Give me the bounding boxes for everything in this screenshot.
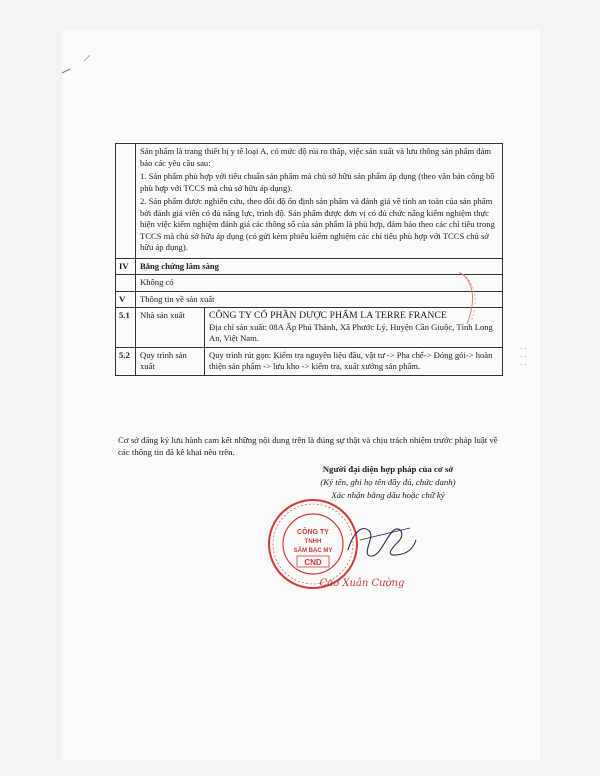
row-number: 5.2 <box>116 347 136 375</box>
requirement-2: 2. Sản phẩm được nghiên cứu, theo dõi độ ổn định sản phẩm và đánh giá về tính an toàn của sản phẩm bởi đánh giá viên có đủ năng lực, trình độ. Sản phẩm được đơn vị có đủ chức năng kiểm nghiệm thực hiện việc kiểm nghiệm đánh giá các thông số của sản phẩm là phù hợp, đảm bảo theo các chỉ tiêu trong TCCS mà chủ sở hữu áp dụng (có gửi kèm phiếu kiểm nghiệm các chỉ tiêu phù hợp với TCCS chủ sở hữu áp dụng). <box>140 196 495 252</box>
intro-text: Sản phẩm là trang thiết bị y tế loại A, có mức độ rủi ro thấp, việc sản xuất và lưu thông sản phẩm đảm bảo các yêu cầu sau: <box>140 146 492 168</box>
process-cell: Quy trình rút gọn: Kiểm tra nguyên liệu đầu, vật tư -> Pha chế-> Đóng gói-> hoàn thiện sản phẩm -> lưu kho -> kiểm tra, xuất xưởng sản phẩm. <box>205 347 503 375</box>
requirements-cell <box>136 144 503 259</box>
row-number: 5.1 <box>116 308 136 348</box>
signature-title: Người đại diện hợp pháp của cơ sở <box>322 464 454 474</box>
table-row <box>116 347 503 375</box>
manufacturer-address: Địa chỉ sản xuất: 08A Ấp Phú Thành, Xã Phước Lý, Huyện Cần Giuộc, Tỉnh Long An, Việt Nam. <box>209 321 493 343</box>
section-title: Thông tin về sản xuất <box>136 291 503 308</box>
signer-name: Cao Xuân Cường <box>319 578 405 589</box>
document-page <box>62 30 540 760</box>
table-row <box>116 308 503 348</box>
signature-confirmation: Xác nhận bằng dấu hoặc chữ ký <box>331 490 445 500</box>
clinical-evidence-value: Không có <box>136 275 503 292</box>
requirement-1: 1. Sản phẩm phù hợp với tiêu chuẩn sản phẩm mà chủ sở hữu sản phẩm áp dụng (theo văn bản công bố phù hợp với TCCS mà chủ sở hữu áp dụng). <box>140 171 495 193</box>
scan-mark <box>60 55 90 75</box>
table-row <box>116 258 503 275</box>
stamp-edge-mark <box>457 268 497 328</box>
margin-marks: · · · · · · <box>520 345 527 369</box>
product-info-table <box>115 143 503 376</box>
handwritten-signature-icon <box>340 510 420 570</box>
section-number: IV <box>116 258 136 275</box>
svg-text:SÂM BẠC MY: SÂM BẠC MY <box>293 548 333 554</box>
svg-text:TNHH: TNHH <box>304 539 322 545</box>
row-label: Nhà sản xuất <box>136 308 205 348</box>
section-number: V <box>116 291 136 308</box>
svg-text:CND: CND <box>304 558 322 567</box>
manufacturer-name: CÔNG TY CỔ PHẦN DƯỢC PHẨM LA TERRE FRANCE <box>209 310 447 321</box>
table-row <box>116 275 503 292</box>
row-label: Quy trình sản xuất <box>136 347 205 375</box>
table-row <box>116 291 503 308</box>
table-row <box>116 144 503 259</box>
signature-instruction: (Ký tên, ghi họ tên đầy đủ, chức danh) <box>320 477 456 487</box>
svg-text:CÔNG TY: CÔNG TY <box>297 529 329 536</box>
section-title: Bằng chứng lâm sàng <box>136 258 503 275</box>
commitment-statement: Cơ sở đăng ký lưu hành cam kết những nội dung trên là đúng sự thật và chịu trách nhiệm trước pháp luật về các thông tin đã kê khai nêu trên. <box>118 435 498 457</box>
